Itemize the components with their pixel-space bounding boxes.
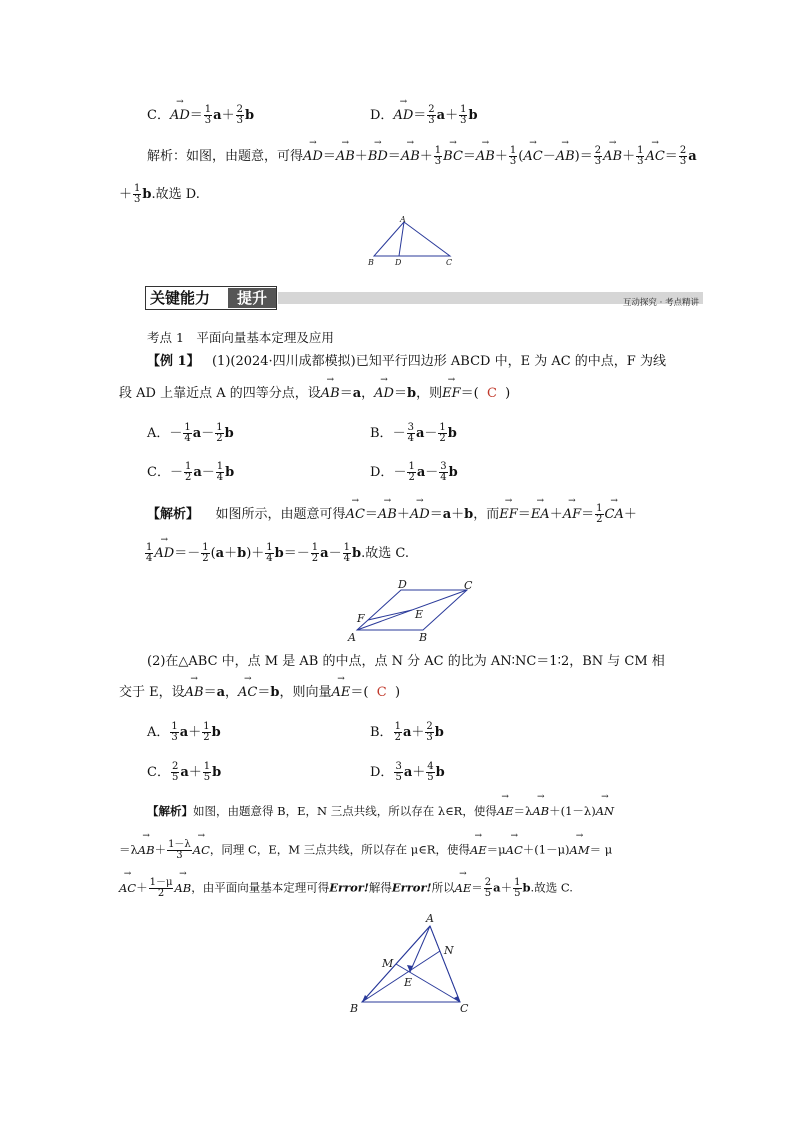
option-label: C． [147,108,170,123]
example1-line2: 段 AD 上靠近点 A 的四等分点，设→ AB＝a，→ AD＝b，则→ EF＝( C ) [119,385,510,403]
banner-title-highlight: 提升 [228,288,276,308]
answer-1: C [486,386,497,401]
banner-title: 关键能力 [145,286,277,310]
parallelogram-figure [343,574,483,646]
ex1-option-d: D．－ $\frac{1}{2}$ a－ $\frac{3}{4}$ b [370,461,458,483]
ex1-solution-line1: 【解析】 如图所示，由题意可得→ AC＝→ AB＋→ AD＝a＋b，而→ EF＝→ EA＋→ AF＝ $\frac{1}{2}$ → CA＋ [147,504,637,525]
fig2-label-f: F [357,612,365,625]
ex1p2-solution-line3: → AC＋ $\frac{1-\mu}{2}$ → AB，由平面向量基本定理可得Error!解得Error!所以→ AE＝ $\frac{2}{5}$ a＋ $\frac{1}{5}$ b.故选 C. [119,878,573,899]
fig3-label-c: C [460,1002,469,1015]
ex1p2-solution-line2: ＝λ→ AB＋ $\frac{1-\lambda}{3}$ → AC，同理 C，E，M 三点共线，所以存在 μ∈R，使得→ AE＝μ→ AC＋(1－μ)→ AM＝ μ [119,840,612,861]
ex1p2-option-b: B． $\frac{1}{2}$ a＋ $\frac{2}{3}$ b [370,721,444,743]
ex1p2-option-d: D． $\frac{3}{5}$ a＋ $\frac{4}{5}$ b [370,761,445,783]
triangle-figure-1 [362,214,462,270]
fig2-label-d: D [398,578,407,591]
example1-part2-line1: (2)在△ABC 中，点 M 是 AB 的中点，点 N 分 AC 的比为 AN∶NC＝1∶2，BN 与 CM 相 [147,654,665,669]
fig2-label-e: E [415,608,424,621]
fig1-label-a: A [400,215,406,224]
fig3-label-b: B [350,1002,359,1015]
example1-line1: 【例 1】 (1)(2024·四川成都模拟)已知平行四边形 ABCD 中，E 为 AC 的中点，F 为线 [147,354,666,369]
fig3-label-e: E [404,976,413,989]
example1-part2-line2: 交于 E，设→ AB＝a，→ AC＝b，则向量→ AE＝( C ) [119,684,400,702]
option-d-top: D．→ AD＝ $\frac{2}{3}$ a＋ $\frac{1}{3}$ b [370,105,478,126]
topic-heading: 考点 1 平面向量基本定理及应用 [147,330,334,345]
fig3-label-a: A [426,912,434,925]
top-solution-line2: ＋ $\frac{1}{3}$ b.故选 D. [119,183,200,205]
fig2-label-b: B [419,631,428,644]
banner-right-text: 互动探究 · 考点精讲 [622,298,699,308]
ex1-solution-line2: $\frac{1}{4}$ → AD＝－ $\frac{1}{2}$ (a＋b)＋ $\frac{1}{4}$ b＝－ $\frac{1}{2}$ a－ $\frac{1}{4}$ b.故选 C. [144,543,409,564]
answer-2: C [376,685,387,700]
fig3-label-m: M [382,957,394,970]
ex1-option-c: C．－ $\frac{1}{2}$ a－ $\frac{1}{4}$ b [147,461,235,483]
option-c-top: C．→ AD＝ $\frac{1}{3}$ a＋ $\frac{2}{3}$ b [147,105,254,126]
ex1p2-option-a: A． $\frac{1}{3}$ a＋ $\frac{1}{2}$ b [147,721,221,743]
section-banner [145,286,703,310]
fig1-label-c: C [446,258,453,267]
fig1-label-b: B [368,258,374,267]
fig2-label-a: A [348,631,356,644]
ex1-option-b: B．－ $\frac{3}{4}$ a－ $\frac{1}{2}$ b [370,422,457,444]
ex1p2-option-c: C． $\frac{2}{5}$ a＋ $\frac{1}{5}$ b [147,761,222,783]
triangle-figure-2 [344,910,474,1018]
ex1p2-solution-line1: 【解析】如图，由题意得 B，E，N 三点共线，所以存在 λ∈R，使得→ AE＝λ→ AB＋(1－λ)→ AN [147,802,614,820]
option-label: D． [370,108,394,123]
fig3-label-n: N [444,944,454,957]
fig2-label-c: C [464,579,473,592]
ex1-option-a: A．－ $\frac{1}{4}$ a－ $\frac{1}{2}$ b [147,422,234,444]
fig1-label-d: D [395,258,402,267]
top-solution-line1: 解析：如图，由题意，可得→ AD＝→ AB＋→ BD＝→ AB＋ $\frac{1}{3}$ → BC＝→ AB＋ $\frac{1}{3}$ (→ AC－→ AB)＝ $\frac{2}{3}$ → AB＋ $\frac{1}{3}$ → AC＝ $\frac{2}{3}$ a [147,146,697,167]
